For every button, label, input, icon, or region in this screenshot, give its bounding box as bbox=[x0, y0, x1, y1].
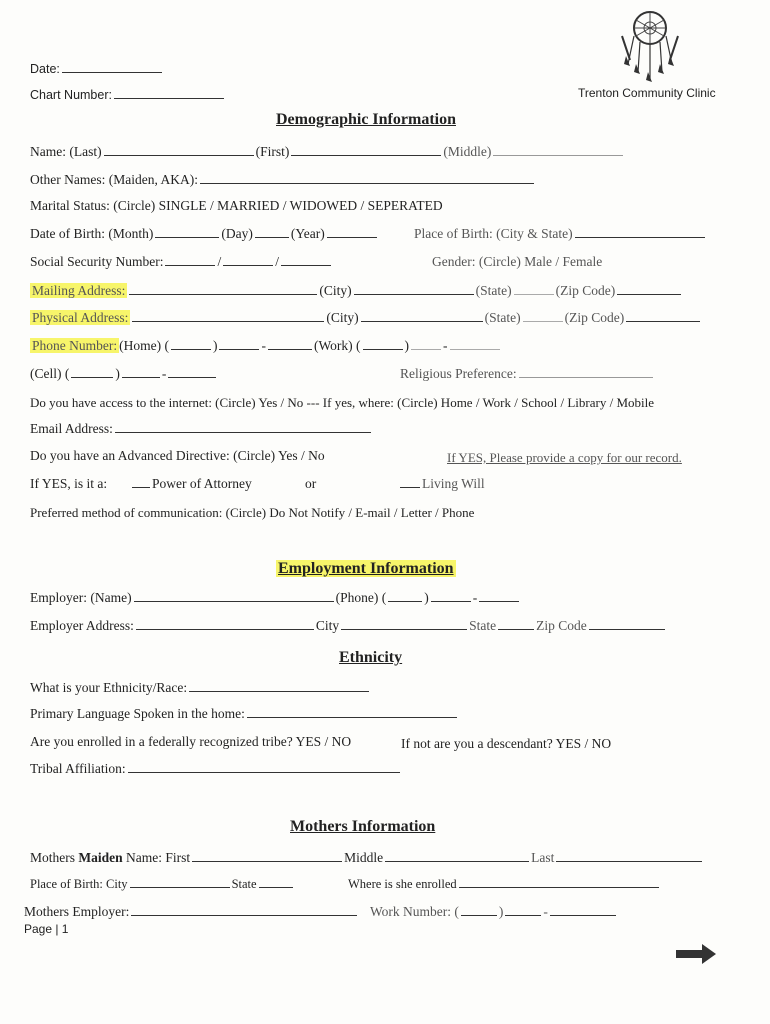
clinic-name: Trenton Community Clinic bbox=[578, 86, 716, 100]
physical-row bbox=[30, 310, 702, 326]
mailing-city-line[interactable] bbox=[354, 293, 474, 295]
employer-zip-label: Zip Code bbox=[536, 618, 587, 633]
employer-address-line[interactable] bbox=[136, 628, 314, 630]
race-label: What is your Ethnicity/Race: bbox=[30, 680, 188, 695]
mother-maiden-bold: Maiden bbox=[78, 850, 123, 865]
email-label: Email Address: bbox=[30, 421, 113, 436]
mother-employer-label: Mothers Employer: bbox=[24, 904, 130, 919]
mother-work-prefix-line[interactable] bbox=[505, 914, 541, 916]
name-last-line[interactable] bbox=[104, 154, 254, 156]
employer-number-line[interactable] bbox=[479, 600, 519, 602]
cell-prefix-line[interactable] bbox=[122, 376, 160, 378]
affiliation-label: Tribal Affiliation: bbox=[30, 761, 126, 776]
pob-row bbox=[414, 226, 707, 242]
mother-maiden-suffix: Name: First bbox=[122, 850, 191, 865]
name-last-label: Name: (Last) bbox=[30, 144, 102, 159]
mother-work-number-row: Work Number: ( ) - bbox=[370, 904, 618, 920]
if-yes-label: If YES, is it a: bbox=[30, 476, 108, 491]
name-row bbox=[30, 144, 625, 160]
affiliation-row bbox=[30, 761, 402, 777]
poa-line[interactable] bbox=[132, 486, 150, 488]
ethnicity-heading: Ethnicity bbox=[339, 649, 403, 666]
dob-year-line[interactable] bbox=[327, 236, 377, 238]
chart-number-label: Chart Number: bbox=[30, 88, 112, 102]
living-will-line[interactable] bbox=[400, 486, 420, 488]
ssn-row: Social Security Number: / / bbox=[30, 254, 333, 270]
employer-area-line[interactable] bbox=[388, 600, 422, 602]
other-names-label: Other Names: (Maiden, AKA): bbox=[30, 172, 198, 187]
name-middle-label: (Middle) bbox=[443, 144, 492, 159]
physical-city-line[interactable] bbox=[361, 320, 483, 322]
dob-month-line[interactable] bbox=[155, 236, 219, 238]
mother-first-line[interactable] bbox=[192, 860, 342, 862]
mother-pob-label: Place of Birth: City bbox=[30, 877, 128, 891]
employer-state-line[interactable] bbox=[498, 628, 534, 630]
mother-state-line[interactable] bbox=[259, 886, 293, 888]
living-will-label: Living Will bbox=[422, 476, 485, 491]
mother-pob-line[interactable] bbox=[130, 886, 230, 888]
other-names-line[interactable] bbox=[200, 182, 534, 184]
dob-year-label: (Year) bbox=[290, 226, 325, 241]
name-middle-line[interactable] bbox=[493, 154, 623, 156]
chart-number-field bbox=[30, 88, 226, 102]
mother-enrolled-label: Where is she enrolled bbox=[348, 877, 457, 891]
poa-label: Power of Attorney bbox=[152, 476, 252, 491]
phone-row: Phone Number: (Home) ( ) - (Work) ( ) - bbox=[30, 338, 502, 354]
name-first-label: (First) bbox=[255, 144, 290, 159]
physical-state-label: (State) bbox=[484, 310, 521, 325]
mother-name-row bbox=[30, 850, 704, 866]
work-prefix-line[interactable] bbox=[411, 348, 441, 350]
mother-employer-row bbox=[24, 904, 359, 920]
employer-address-label: Employer Address: bbox=[30, 618, 134, 633]
date-field bbox=[30, 62, 164, 76]
phone-label: Phone Number: bbox=[32, 338, 118, 353]
language-row bbox=[30, 706, 459, 722]
religious-row bbox=[400, 366, 655, 382]
mother-employer-line[interactable] bbox=[131, 914, 357, 916]
mother-middle-line[interactable] bbox=[385, 860, 529, 862]
work-number-line[interactable] bbox=[450, 348, 500, 350]
mailing-state-line[interactable] bbox=[514, 293, 554, 295]
date-line[interactable] bbox=[62, 71, 162, 73]
physical-line[interactable] bbox=[132, 320, 324, 322]
mothers-heading: Mothers Information bbox=[290, 818, 436, 835]
physical-label: Physical Address: bbox=[32, 310, 129, 325]
language-line[interactable] bbox=[247, 716, 457, 718]
name-first-line[interactable] bbox=[291, 154, 441, 156]
mother-middle-label: Middle bbox=[344, 850, 384, 865]
home-prefix-line[interactable] bbox=[219, 348, 259, 350]
dob-day-line[interactable] bbox=[255, 236, 289, 238]
religious-line[interactable] bbox=[519, 376, 653, 378]
marital-status: Marital Status: (Circle) SINGLE / MARRIED / WIDOWED / SEPERATED bbox=[30, 198, 443, 213]
race-line[interactable] bbox=[189, 690, 369, 692]
dob-day-label: (Day) bbox=[221, 226, 253, 241]
ssn-line-1[interactable] bbox=[165, 264, 215, 266]
employer-row: Employer: (Name) (Phone) ( ) - bbox=[30, 590, 521, 606]
employer-city-label: City bbox=[315, 618, 340, 633]
mother-state-label: State bbox=[231, 877, 257, 891]
affiliation-line[interactable] bbox=[128, 771, 400, 773]
chart-number-line[interactable] bbox=[114, 97, 224, 99]
directive-type-row bbox=[30, 476, 107, 492]
date-label: Date: bbox=[30, 62, 60, 76]
ssn-line-2[interactable] bbox=[223, 264, 273, 266]
pob-line[interactable] bbox=[575, 236, 705, 238]
gender: Gender: (Circle) Male / Female bbox=[432, 254, 603, 269]
descendant: If not are you a descendant? YES / NO bbox=[401, 736, 612, 751]
ssn-line-3[interactable] bbox=[281, 264, 331, 266]
directive-copy-note bbox=[447, 450, 682, 466]
mother-work-number-label: Work Number: ( bbox=[370, 904, 459, 919]
physical-zip-line[interactable] bbox=[626, 320, 700, 322]
mailing-zip-line[interactable] bbox=[617, 293, 681, 295]
employment-heading-text: Employment Information bbox=[278, 560, 454, 577]
cell-number-line[interactable] bbox=[168, 376, 216, 378]
physical-city-label: (City) bbox=[326, 310, 359, 325]
work-area-line[interactable] bbox=[363, 348, 403, 350]
cell-label: (Cell) ( bbox=[30, 366, 70, 381]
demographic-heading: Demographic Information bbox=[276, 111, 456, 128]
page-number: Page | 1 bbox=[24, 922, 69, 936]
employer-zip-line[interactable] bbox=[589, 628, 665, 630]
mother-work-area-line[interactable] bbox=[461, 914, 497, 916]
directive-copy-text: If YES, Please provide a copy for our record. bbox=[447, 450, 682, 465]
employer-name-line[interactable] bbox=[134, 600, 334, 602]
mother-enrolled-line[interactable] bbox=[459, 886, 659, 888]
cell-row: (Cell) ( ) - bbox=[30, 366, 218, 382]
language-label: Primary Language Spoken in the home: bbox=[30, 706, 245, 721]
advanced-directive: Do you have an Advanced Directive: (Circle) Yes / No bbox=[30, 448, 325, 463]
internet-access: Do you have access to the internet: (Circle) Yes / No --- If yes, where: (Circle) Home / Work / School / Library / Mobile bbox=[30, 395, 654, 410]
arrow-right-icon[interactable] bbox=[674, 942, 718, 966]
mailing-row bbox=[30, 283, 683, 299]
mailing-label: Mailing Address: bbox=[32, 283, 126, 298]
communication-preference: Preferred method of communication: (Circle) Do Not Notify / E-mail / Letter / Phone bbox=[30, 505, 475, 520]
employer-phone-label: (Phone) ( bbox=[335, 590, 387, 605]
work-phone-label: (Work) ( bbox=[313, 338, 361, 353]
mother-enrolled-row bbox=[348, 877, 661, 892]
mother-pob-row bbox=[30, 877, 295, 892]
home-area-line[interactable] bbox=[171, 348, 211, 350]
physical-zip-label: (Zip Code) bbox=[564, 310, 625, 325]
employment-heading bbox=[276, 560, 456, 578]
dreamcatcher-logo-icon bbox=[618, 6, 682, 88]
mailing-city-label: (City) bbox=[319, 283, 352, 298]
email-row bbox=[30, 421, 373, 437]
dob-row bbox=[30, 226, 379, 242]
home-number-line[interactable] bbox=[268, 348, 312, 350]
pob-label: Place of Birth: (City & State) bbox=[414, 226, 573, 241]
religious-label: Religious Preference: bbox=[400, 366, 517, 381]
email-line[interactable] bbox=[115, 431, 371, 433]
cell-area-line[interactable] bbox=[71, 376, 113, 378]
poa-option bbox=[130, 476, 252, 492]
living-will-option bbox=[398, 476, 485, 492]
mailing-line[interactable] bbox=[129, 293, 317, 295]
physical-state-line[interactable] bbox=[523, 320, 563, 322]
employer-state-label: State bbox=[469, 618, 497, 633]
mother-last-label: Last bbox=[531, 850, 555, 865]
mailing-zip-label: (Zip Code) bbox=[555, 283, 616, 298]
employer-prefix-line[interactable] bbox=[431, 600, 471, 602]
mailing-state-label: (State) bbox=[475, 283, 512, 298]
ssn-label: Social Security Number: bbox=[30, 254, 164, 269]
race-row bbox=[30, 680, 371, 696]
mother-maiden-prefix: Mothers bbox=[30, 850, 79, 865]
dob-month-label: Date of Birth: (Month) bbox=[30, 226, 154, 241]
or-label: or bbox=[305, 476, 317, 491]
tribe-enrolled: Are you enrolled in a federally recognized tribe? YES / NO bbox=[30, 734, 352, 749]
home-phone-label: (Home) ( bbox=[119, 338, 169, 353]
employer-address-row bbox=[30, 618, 667, 634]
employer-name-label: Employer: (Name) bbox=[30, 590, 132, 605]
other-names-row bbox=[30, 172, 536, 188]
mother-last-line[interactable] bbox=[556, 860, 702, 862]
employer-city-line[interactable] bbox=[341, 628, 467, 630]
mother-work-number-line[interactable] bbox=[550, 914, 616, 916]
